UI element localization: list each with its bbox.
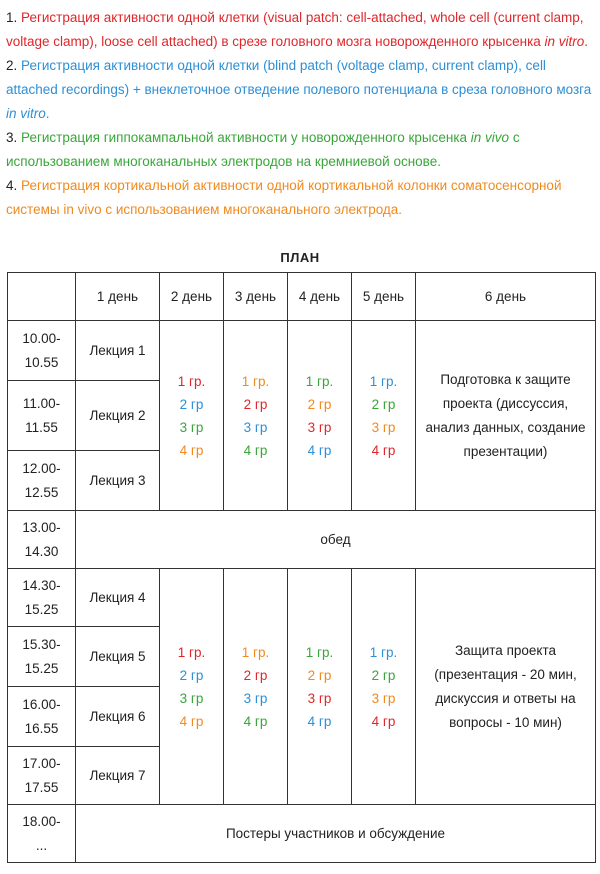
group-label: 2 гр	[371, 396, 396, 412]
group-label: 4 гр	[179, 442, 204, 458]
group-label: 1 гр.	[305, 644, 334, 660]
group-label: 1 гр.	[369, 373, 398, 389]
topic-number: 1.	[6, 10, 18, 25]
topic-text: Регистрация активности одной клетки (blind patch (voltage clamp, current clamp), cell attached recordings) + внеклеточное отведение полевого потенциала в среза головного мозга	[6, 58, 592, 97]
day6-morning-cell: Подготовка к защите проекта (диссуссия, анализ данных, создание презентации)	[416, 321, 596, 511]
groups-day4-afternoon	[288, 569, 352, 805]
group-label: 3 гр	[243, 419, 268, 435]
lecture-cell: Лекция 5	[76, 627, 160, 687]
corner-cell	[8, 273, 76, 321]
topic-tail: с использованием многоканальных электродов на кремниевой основе.	[6, 130, 520, 169]
topic-number: 3.	[6, 130, 18, 145]
lecture-cell: Лекция 7	[76, 747, 160, 805]
group-label: 2 гр	[243, 396, 268, 412]
topic-text: Регистрация кортикальной активности одной кортикальной колонки соматосенсорной системы in vivo с использованием многоканального электрода.	[6, 178, 562, 217]
topic-item	[6, 126, 596, 174]
group-label: 3 гр	[307, 419, 332, 435]
lunch-cell: обед	[76, 511, 596, 569]
topic-text: Регистрация активности одной клетки (visual patch: cell-attached, whole cell (current clamp, voltage clamp), loose cell attached) в срезе головного мозга новорожденного крысенка	[6, 10, 584, 49]
group-label: 4 гр	[179, 713, 204, 729]
time-cell: 16.00- 16.55	[8, 687, 76, 747]
group-label: 4 гр	[307, 713, 332, 729]
group-label: 4 гр	[371, 442, 396, 458]
table-row	[8, 321, 596, 381]
day-header: 1 день	[76, 273, 160, 321]
day-header: 6 день	[416, 273, 596, 321]
day-header: 2 день	[160, 273, 224, 321]
day-header: 4 день	[288, 273, 352, 321]
time-cell: 18.00- ...	[8, 805, 76, 863]
time-cell: 17.00- 17.55	[8, 747, 76, 805]
topic-number: 4.	[6, 178, 18, 193]
groups-day3-morning	[224, 321, 288, 511]
group-label: 4 гр	[371, 713, 396, 729]
groups-day5-morning	[352, 321, 416, 511]
group-label: 1 гр.	[177, 373, 206, 389]
plan-title: ПЛАН	[280, 250, 320, 265]
groups-day2-morning	[160, 321, 224, 511]
lecture-cell: Лекция 1	[76, 321, 160, 381]
topic-tail: .	[584, 34, 589, 49]
groups-day3-afternoon	[224, 569, 288, 805]
group-label: 2 гр	[179, 667, 204, 683]
group-label: 3 гр	[179, 690, 204, 706]
day-header: 3 день	[224, 273, 288, 321]
topic-text: Регистрация гиппокампальной активности у новорожденного крысенка	[21, 130, 471, 145]
group-label: 2 гр	[307, 667, 332, 683]
topic-item	[6, 6, 596, 54]
posters-row	[8, 805, 596, 863]
group-label: 3 гр	[307, 690, 332, 706]
time-cell: 10.00- 10.55	[8, 321, 76, 381]
topic-italic: in vivo	[470, 130, 510, 145]
table-row	[8, 569, 596, 627]
group-label: 4 гр	[307, 442, 332, 458]
group-label: 1 гр.	[177, 644, 206, 660]
topic-number: 2.	[6, 58, 18, 73]
time-cell: 12.00- 12.55	[8, 451, 76, 511]
posters-cell: Постеры участников и обсуждение	[76, 805, 596, 863]
group-label: 1 гр.	[369, 644, 398, 660]
lecture-cell: Лекция 2	[76, 381, 160, 451]
schedule-table	[7, 272, 596, 863]
lecture-cell: Лекция 3	[76, 451, 160, 511]
group-label: 2 гр	[371, 667, 396, 683]
group-label: 3 гр	[243, 690, 268, 706]
lecture-cell: Лекция 4	[76, 569, 160, 627]
groups-day4-morning	[288, 321, 352, 511]
lecture-cell: Лекция 6	[76, 687, 160, 747]
groups-day5-afternoon	[352, 569, 416, 805]
group-label: 3 гр	[371, 690, 396, 706]
group-label: 2 гр	[243, 667, 268, 683]
topic-item	[6, 54, 596, 126]
topic-item	[6, 174, 596, 222]
group-label: 4 гр	[243, 713, 268, 729]
group-label: 1 гр.	[241, 644, 270, 660]
header-row	[8, 273, 596, 321]
topic-italic: in vitro	[6, 106, 46, 121]
group-label: 2 гр	[179, 396, 204, 412]
time-cell: 11.00- 11.55	[8, 381, 76, 451]
topic-italic: in vitro	[544, 34, 585, 49]
group-label: 2 гр	[307, 396, 332, 412]
time-cell: 13.00- 14.30	[8, 511, 76, 569]
topic-list	[6, 6, 596, 222]
group-label: 1 гр.	[241, 373, 270, 389]
time-cell: 14.30- 15.25	[8, 569, 76, 627]
day6-afternoon-cell: Защита проекта (презентация - 20 мин, дискуссия и ответы на вопросы - 10 мин)	[416, 569, 596, 805]
lunch-row	[8, 511, 596, 569]
day-header: 5 день	[352, 273, 416, 321]
groups-day2-afternoon	[160, 569, 224, 805]
group-label: 3 гр	[371, 419, 396, 435]
group-label: 3 гр	[179, 419, 204, 435]
topic-tail: .	[45, 106, 50, 121]
group-label: 4 гр	[243, 442, 268, 458]
time-cell: 15.30- 15.25	[8, 627, 76, 687]
group-label: 1 гр.	[305, 373, 334, 389]
